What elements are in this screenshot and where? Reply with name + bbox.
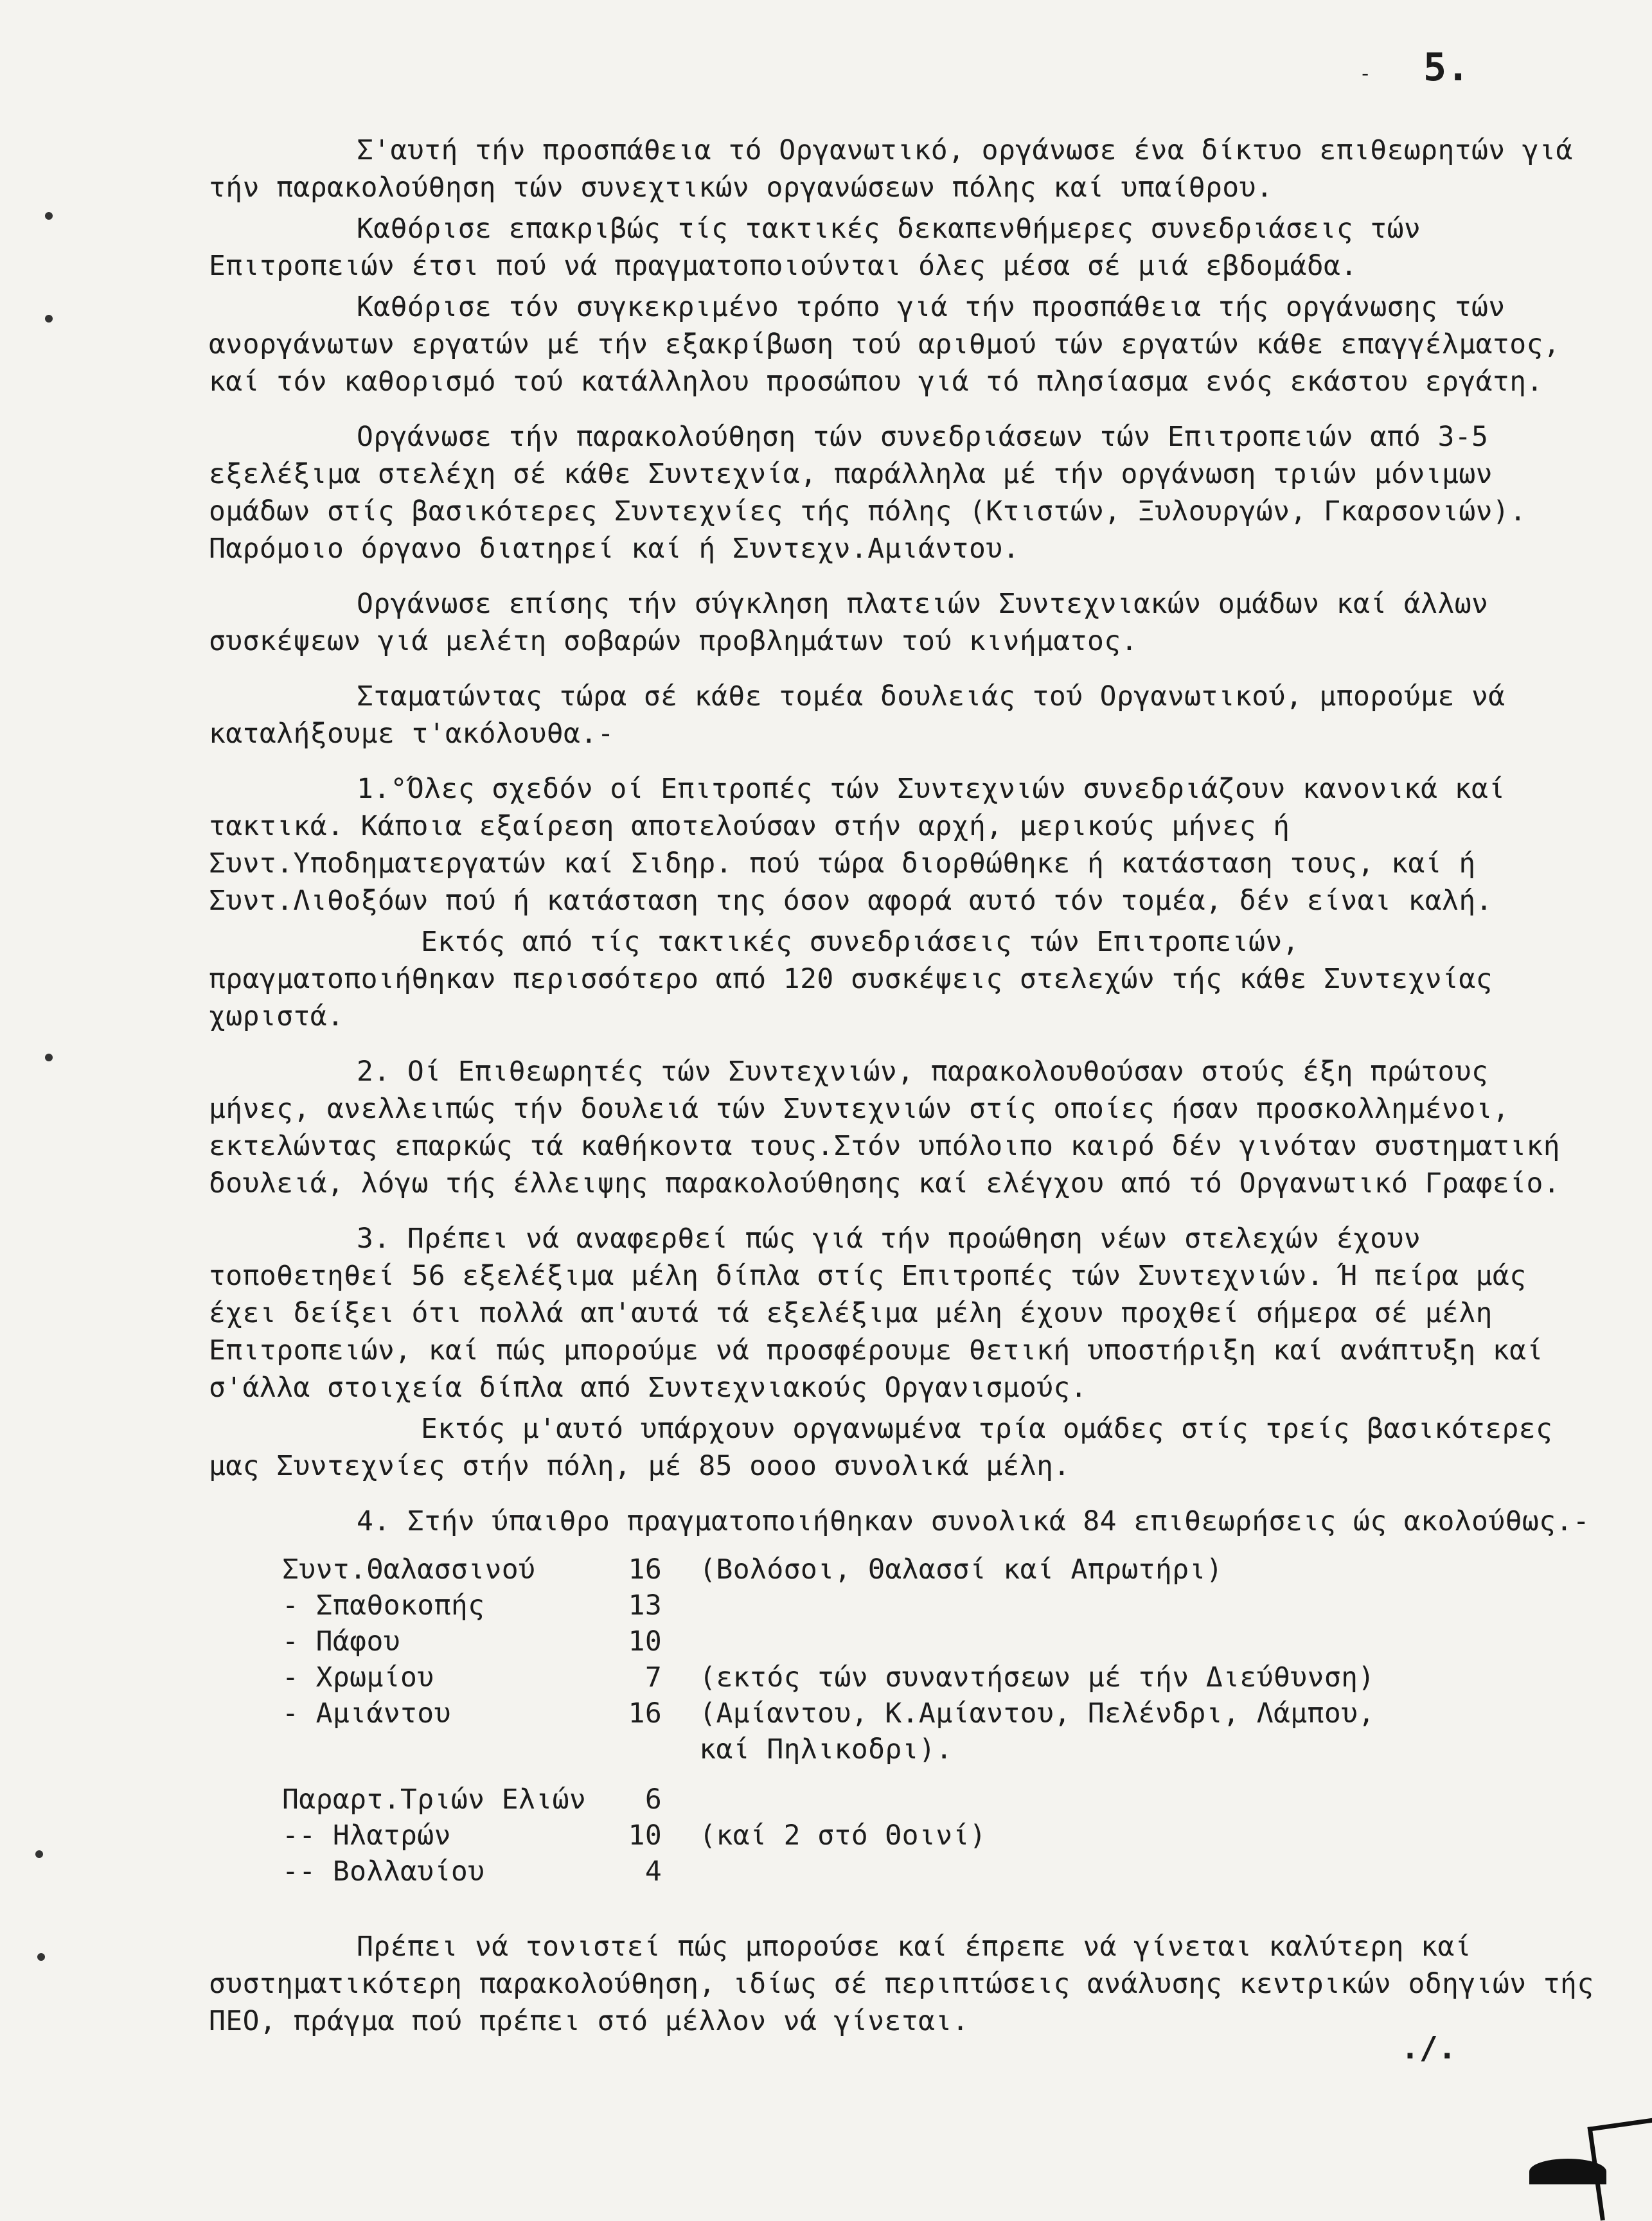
table-cell-name: - Αμιάντου <box>282 1697 451 1730</box>
table-cell-name: - Πάφου <box>282 1625 401 1658</box>
page-mark: - <box>1359 61 1372 85</box>
table-cell-count: 16 <box>628 1697 662 1730</box>
table-cell-note <box>690 1588 1384 1624</box>
table-cell-count: 16 <box>628 1553 662 1586</box>
table-cell-note <box>690 1624 1384 1659</box>
document-body <box>209 132 1603 2058</box>
table-cell-count: 6 <box>644 1783 662 1816</box>
punch-hole-mark <box>35 1850 43 1858</box>
table-cell-note: (καί 2 στό Θοινί) <box>699 1819 987 1852</box>
inspection-table <box>273 1552 1384 1889</box>
table-cell-note: (Αμίαντου, Κ.Αμίαντου, Πελένδρι, Λάμπου, <box>699 1697 1375 1730</box>
table-cell-count: 13 <box>628 1589 662 1622</box>
paragraph: 1.°Όλες σχεδόν οί Επιτροπές τών Συντεχνιών συνεδριάζουν κανονικά καί τακτικά. Κάποια εξαίρεση αποτελούσαν στήν αρχή, μερικούς μήνες ή Συντ.Υποδηματεργατών καί Σιδηρ. πού τώρα διορθώθηκε ή κατάσταση τους, καί ή Συντ.Λιθοξόων πού ή κατάσταση της όσον αφορά αυτό τόν τομέα, δέν είναι καλή. <box>209 773 1505 917</box>
table-cell-name: -- Ηλατρών <box>282 1819 451 1852</box>
table-row <box>273 1767 1384 1818</box>
table-row <box>273 1818 1384 1854</box>
punch-hole-mark <box>37 1953 45 1961</box>
table-cell-name: Παραρτ.Τριών Ελιών <box>282 1783 587 1816</box>
table-cell-note: (εκτός τών συναντήσεων μέ τήν Διεύθυνση) <box>699 1661 1375 1694</box>
closing-paragraph: Πρέπει νά τονιστεί πώς μπορούσε καί έπρεπε νά γίνεται καλύτερη καί συστηματικότερη παρακολούθηση, ιδίως σέ περιπτώσεις ανάλυσης κεντρικών οδηγιών τής ΠΕΟ, πράγμα πού πρέπει στό μέλλον νά γίνεται. <box>209 1931 1594 2037</box>
table-row <box>273 1731 1384 1767</box>
table-row <box>273 1588 1384 1624</box>
paragraph: 2. Οί Επιθεωρητές τών Συντεχνιών, παρακολουθούσαν στούς έξη πρώτους μήνες, ανελλειπώς τήν δουλειά τών Συντεχνιών στίς οποίες ήσαν προσκολλημένοι, εκτελώντας επαρκώς τά καθήκοντα τους.Στόν υπόλοιπο καιρό δέν γινόταν συστηματική δουλειά, λόγω τής έλλειψης παρακολούθησης καί ελέγχου από τό Οργανωτικό Γραφείο. <box>209 1056 1561 1199</box>
paragraph: 3. Πρέπει νά αναφερθεί πώς γιά τήν προώθηση νέων στελεχών έχουν τοποθετηθεί 56 εξελέξιμα μέλη δίπλα στίς Επιτροπές τών Συντεχνιών. Ή πείρα μάς έχει δείξει ότι πολλά απ'αυτά τά εξελέξιμα μέλη έχουν προχθεί σήμερα σέ μέλη Επιτροπειών, καί πώς μπορούμε νά προσφέρουμε θετική υποστήριξη καί ανάπτυξη καί σ'άλλα στοιχεία δίπλα από Συντεχνιακούς Οργανισμούς. <box>209 1223 1543 1404</box>
table-cell-count <box>595 1731 690 1767</box>
table-cell-name: - Χρωμίου <box>282 1661 434 1694</box>
table-row <box>273 1659 1384 1695</box>
table-cell-note: καί Πηλικοδρι). <box>699 1733 953 1765</box>
paragraph: Σ'αυτή τήν προσπάθεια τό Οργανωτικό, οργάνωσε ένα δίκτυο επιθεωρητών γιά τήν παρακολούθηση τών συνεχτικών οργανώσεων πόλης καί υπαίθρου. <box>209 134 1573 204</box>
paragraph: Καθόρισε τόν συγκεκριμένο τρόπο γιά τήν προσπάθεια τής οργάνωσης τών ανοργάνωτων εργατών μέ τήν εξακρίβωση τού αριθμού τών εργατών κάθε επαγγέλματος, καί τόν καθορισμό τού κατάλληλου προσώπου γιά τό πλησίασμα ενός εκάστου εργάτη. <box>209 291 1561 398</box>
paragraph: Εκτός από τίς τακτικές συνεδριάσεις τών Επιτροπειών, πραγματοποιήθηκαν περισσότερο από 120 συσκέψεις στελεχών τής κάθε Συντεχνίας χωριστά. <box>209 926 1493 1032</box>
table-cell-count: 4 <box>644 1855 662 1888</box>
paragraph: Οργάνωσε τήν παρακολούθηση τών συνεδριάσεων τών Επιτροπειών από 3-5 εξελέξιμα στελέχη σέ κάθε Συντεχνία, παράλληλα μέ τήν οργάνωση τριών μόνιμων ομάδων στίς βασικότερες Συντεχνίες τής πόλης (Κτιστών, Ξυλουργών, Γκαρσονιών). Παρόμοιο όργανο διατηρεί καί ή Συντεχν.Αμιάντου. <box>209 421 1527 565</box>
table-cell-note: (Βολόσοι, Θαλασσί καί Απρωτήρι) <box>699 1553 1223 1586</box>
table-cell-note <box>690 1767 1384 1818</box>
table-row <box>273 1695 1384 1731</box>
table-row <box>273 1854 1384 1889</box>
paragraph: Σταματώντας τώρα σέ κάθε τομέα δουλειάς τού Οργανωτικού, μπορούμε νά καταλήξουμε τ'ακόλουθα.- <box>209 680 1505 750</box>
punch-hole-mark <box>45 212 53 220</box>
punch-hole-mark <box>45 1054 53 1061</box>
paragraph: Οργάνωσε επίσης τήν σύγκληση πλατειών Συντεχνιακών ομάδων καί άλλων συσκέψεων γιά μελέτη σοβαρών προβλημάτων τού κινήματος. <box>209 588 1489 657</box>
table-cell-name: Συντ.Θαλασσινού <box>282 1553 536 1586</box>
paragraph: Εκτός μ'αυτό υπάρχουν οργανωμένα τρία ομάδες στίς τρείς βασικότερες μας Συντεχνίες στήν πόλη, μέ 85 οοοο συνολικά μέλη. <box>209 1413 1553 1482</box>
continuation-mark: ./. <box>1401 2030 1457 2066</box>
punch-hole-mark <box>45 315 53 323</box>
table-cell-name <box>273 1731 595 1767</box>
scan-artifact <box>1529 2159 1606 2184</box>
table-cell-name: -- Βολλαυίου <box>282 1855 485 1888</box>
paragraph: 4. Στήν ύπαιθρο πραγματοποιήθηκαν συνολικά 84 επιθεωρήσεις ώς ακολούθως.- <box>357 1505 1590 1537</box>
table-cell-note <box>690 1854 1384 1889</box>
table-cell-count: 7 <box>644 1661 662 1694</box>
table-cell-count: 10 <box>628 1625 662 1658</box>
table-cell-name: - Σπαθοκοπής <box>282 1589 485 1622</box>
table-row <box>273 1624 1384 1659</box>
table-cell-count: 10 <box>628 1819 662 1852</box>
page-number: 5. <box>1423 45 1470 90</box>
table-row <box>273 1552 1384 1588</box>
paragraph: Καθόρισε επακριβώς τίς τακτικές δεκαπενθήμερες συνεδριάσεις τών Επιτροπειών έτσι πού νά πραγματοποιούνται όλες μέσα σέ μιά εβδομάδα. <box>209 213 1421 282</box>
